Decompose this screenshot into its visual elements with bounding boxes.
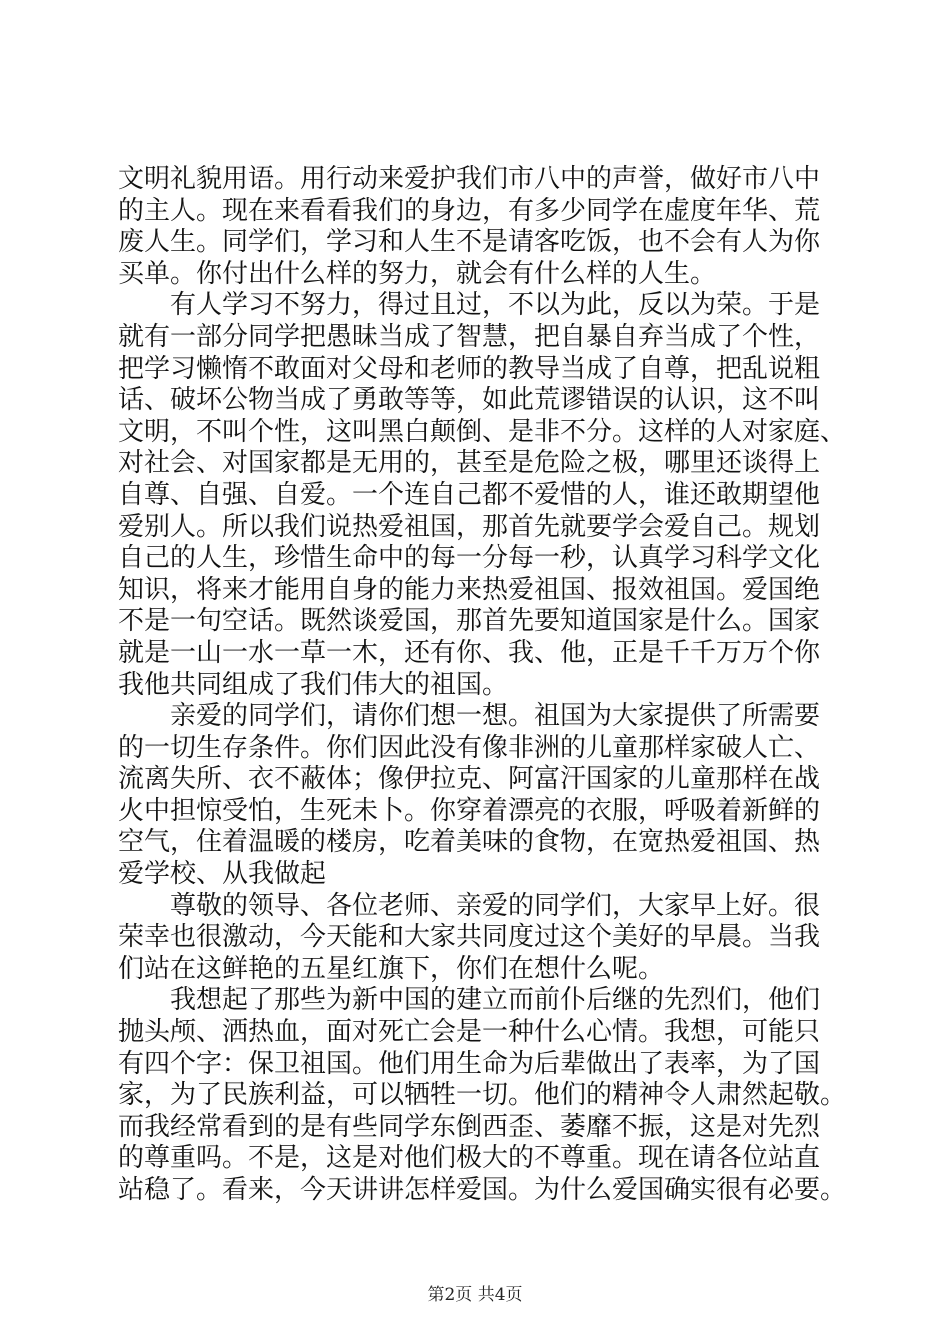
document-body (118, 164, 847, 1207)
body-line: 我想起了那些为新中国的建立而前仆后继的先烈们，他们 (118, 985, 821, 1016)
body-line: 我他共同组成了我们伟大的祖国。 (118, 669, 509, 700)
body-line: 站稳了。看来，今天讲讲怎样爱国。为什么爱国确实很有必要。 (118, 1175, 847, 1205)
body-line: 火中担惊受怕，生死未卜。你穿着漂亮的衣服，呼吸着新鲜的 (118, 795, 821, 826)
body-line: 空气，住着温暖的楼房，吃着美味的食物，在宽热爱祖国、热 (118, 827, 821, 858)
body-line: 话、破坏公物当成了勇敢等等，如此荒谬错误的认识，这不叫 (118, 385, 821, 416)
body-line: 自尊、自强、自爱。一个连自己都不爱惜的人，谁还敢期望他 (118, 479, 821, 510)
body-line: 知识，将来才能用自身的能力来热爱祖国、报效祖国。爱国绝 (118, 574, 821, 605)
body-line: 爱别人。所以我们说热爱祖国，那首先就要学会爱自己。规划 (118, 511, 821, 542)
body-line: 对社会、对国家都是无用的，甚至是危险之极，哪里还谈得上 (118, 448, 821, 479)
body-line: 把学习懒惰不敢面对父母和老师的教导当成了自尊，把乱说粗 (118, 353, 821, 384)
body-line: 文明礼貌用语。用行动来爱护我们市八中的声誉，做好市八中 (118, 164, 821, 194)
body-line: 爱学校、从我做起 (118, 859, 327, 890)
body-line: 们站在这鲜艳的五星红旗下，你们在想什么呢。 (118, 953, 665, 984)
body-line: 有人学习不努力，得过且过，不以为此，反以为荣。于是 (118, 290, 821, 321)
body-line: 的主人。现在来看看我们的身边，有多少同学在虚度年华、荒 (118, 195, 821, 226)
body-line: 就是一山一水一草一木，还有你、我、他，正是千千万万个你 (118, 637, 821, 668)
body-line: 流离失所、衣不蔽体；像伊拉克、阿富汗国家的儿童那样在战 (118, 764, 821, 795)
body-line: 亲爱的同学们，请你们想一想。祖国为大家提供了所需要 (118, 701, 821, 732)
body-line: 的尊重吗。不是，这是对他们极大的不尊重。现在请各位站直 (118, 1143, 821, 1174)
page-number-footer: 第2页 共4页 (427, 1285, 523, 1305)
body-line: 废人生。同学们，学习和人生不是请客吃饭，也不会有人为你 (118, 227, 821, 258)
body-line: 自己的人生，珍惜生命中的每一分每一秒，认真学习科学文化 (118, 543, 821, 574)
body-line: 抛头颅、洒热血，面对死亡会是一种什么心情。我想，可能只 (118, 1017, 821, 1048)
body-line: 文明，不叫个性，这叫黑白颠倒、是非不分。这样的人对家庭、 (118, 416, 847, 447)
body-line: 而我经常看到的是有些同学东倒西歪、萎靡不振，这是对先烈 (118, 1111, 821, 1142)
body-line: 的一切生存条件。你们因此没有像非洲的儿童那样家破人亡、 (118, 732, 821, 763)
body-line: 不是一句空话。既然谈爱国，那首先要知道国家是什么。国家 (118, 606, 821, 637)
body-line: 有四个字：保卫祖国。他们用生命为后辈做出了表率，为了国 (118, 1048, 821, 1079)
body-line: 家，为了民族利益，可以牺牲一切。他们的精神令人肃然起敬。 (118, 1080, 847, 1111)
body-line: 尊敬的领导、各位老师、亲爱的同学们，大家早上好。很 (118, 890, 821, 921)
body-line: 荣幸也很激动，今天能和大家共同度过这个美好的早晨。当我 (118, 922, 821, 953)
body-line: 就有一部分同学把愚昧当成了智慧，把自暴自弃当成了个性， (118, 321, 821, 352)
body-line: 买单。你付出什么样的努力，就会有什么样的人生。 (118, 258, 717, 289)
